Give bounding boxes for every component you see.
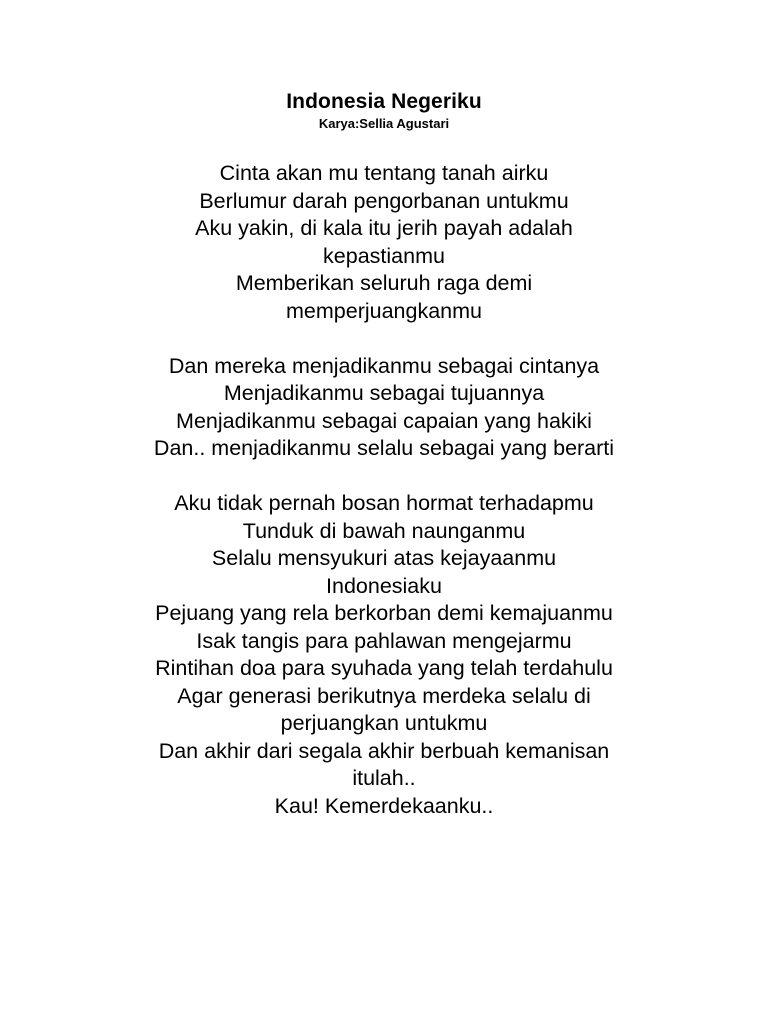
poem-title: Indonesia Negeriku [286,90,482,113]
poem-line: perjuangkan untukmu [280,711,488,735]
poem-line: Menjadikanmu sebagai tujuannya [223,381,545,405]
poem-line: Menjadikanmu sebagai capaian yang hakiki [176,408,592,433]
poem-line: Isak tangis para pahlawan mengejarmu [196,628,572,653]
poem-line: Dan akhir dari segala akhir berbuah kemanisan [158,738,610,763]
poem-line: kepastianmu [323,243,445,268]
stanza-2 [0,353,768,463]
poem-line: Tunduk di bawah naunganmu [242,518,526,543]
poem-line: Selalu mensyukuri atas kejayaanmu [211,546,557,570]
poem-line: Aku tidak pernah bosan hormat terhadapmu [174,491,594,515]
poem-line: Kau! Kemerdekaanku.. [274,793,494,818]
poem-line: Memberikan seluruh raga demi [235,271,533,295]
poem-line: Aku yakin, di kala itu jerih payah adalah [195,216,573,240]
poem-body [0,160,768,848]
stanza-1 [0,160,768,325]
poem-line: Indonesiaku [326,573,442,598]
poem-line: Rintihan doa para syuhada yang telah terdahulu [155,656,613,680]
poem-line: Agar generasi berikutnya merdeka selalu di [177,683,591,708]
stanza-3 [0,490,768,820]
poem-line: Cinta akan mu tentang tanah airku [219,161,549,185]
poem-line: Dan.. menjadikanmu selalu sebagai yang berarti [153,436,615,460]
poem-line: itulah.. [352,766,416,790]
poem-author: Karya:Sellia Agustari [318,116,450,131]
poem-line: Dan mereka menjadikanmu sebagai cintanya [168,353,600,378]
poem-line: Pejuang yang rela berkorban demi kemajuanmu [155,601,613,625]
poem-line: memperjuangkanmu [286,298,482,323]
poem-line: Berlumur darah pengorbanan untukmu [199,188,569,213]
